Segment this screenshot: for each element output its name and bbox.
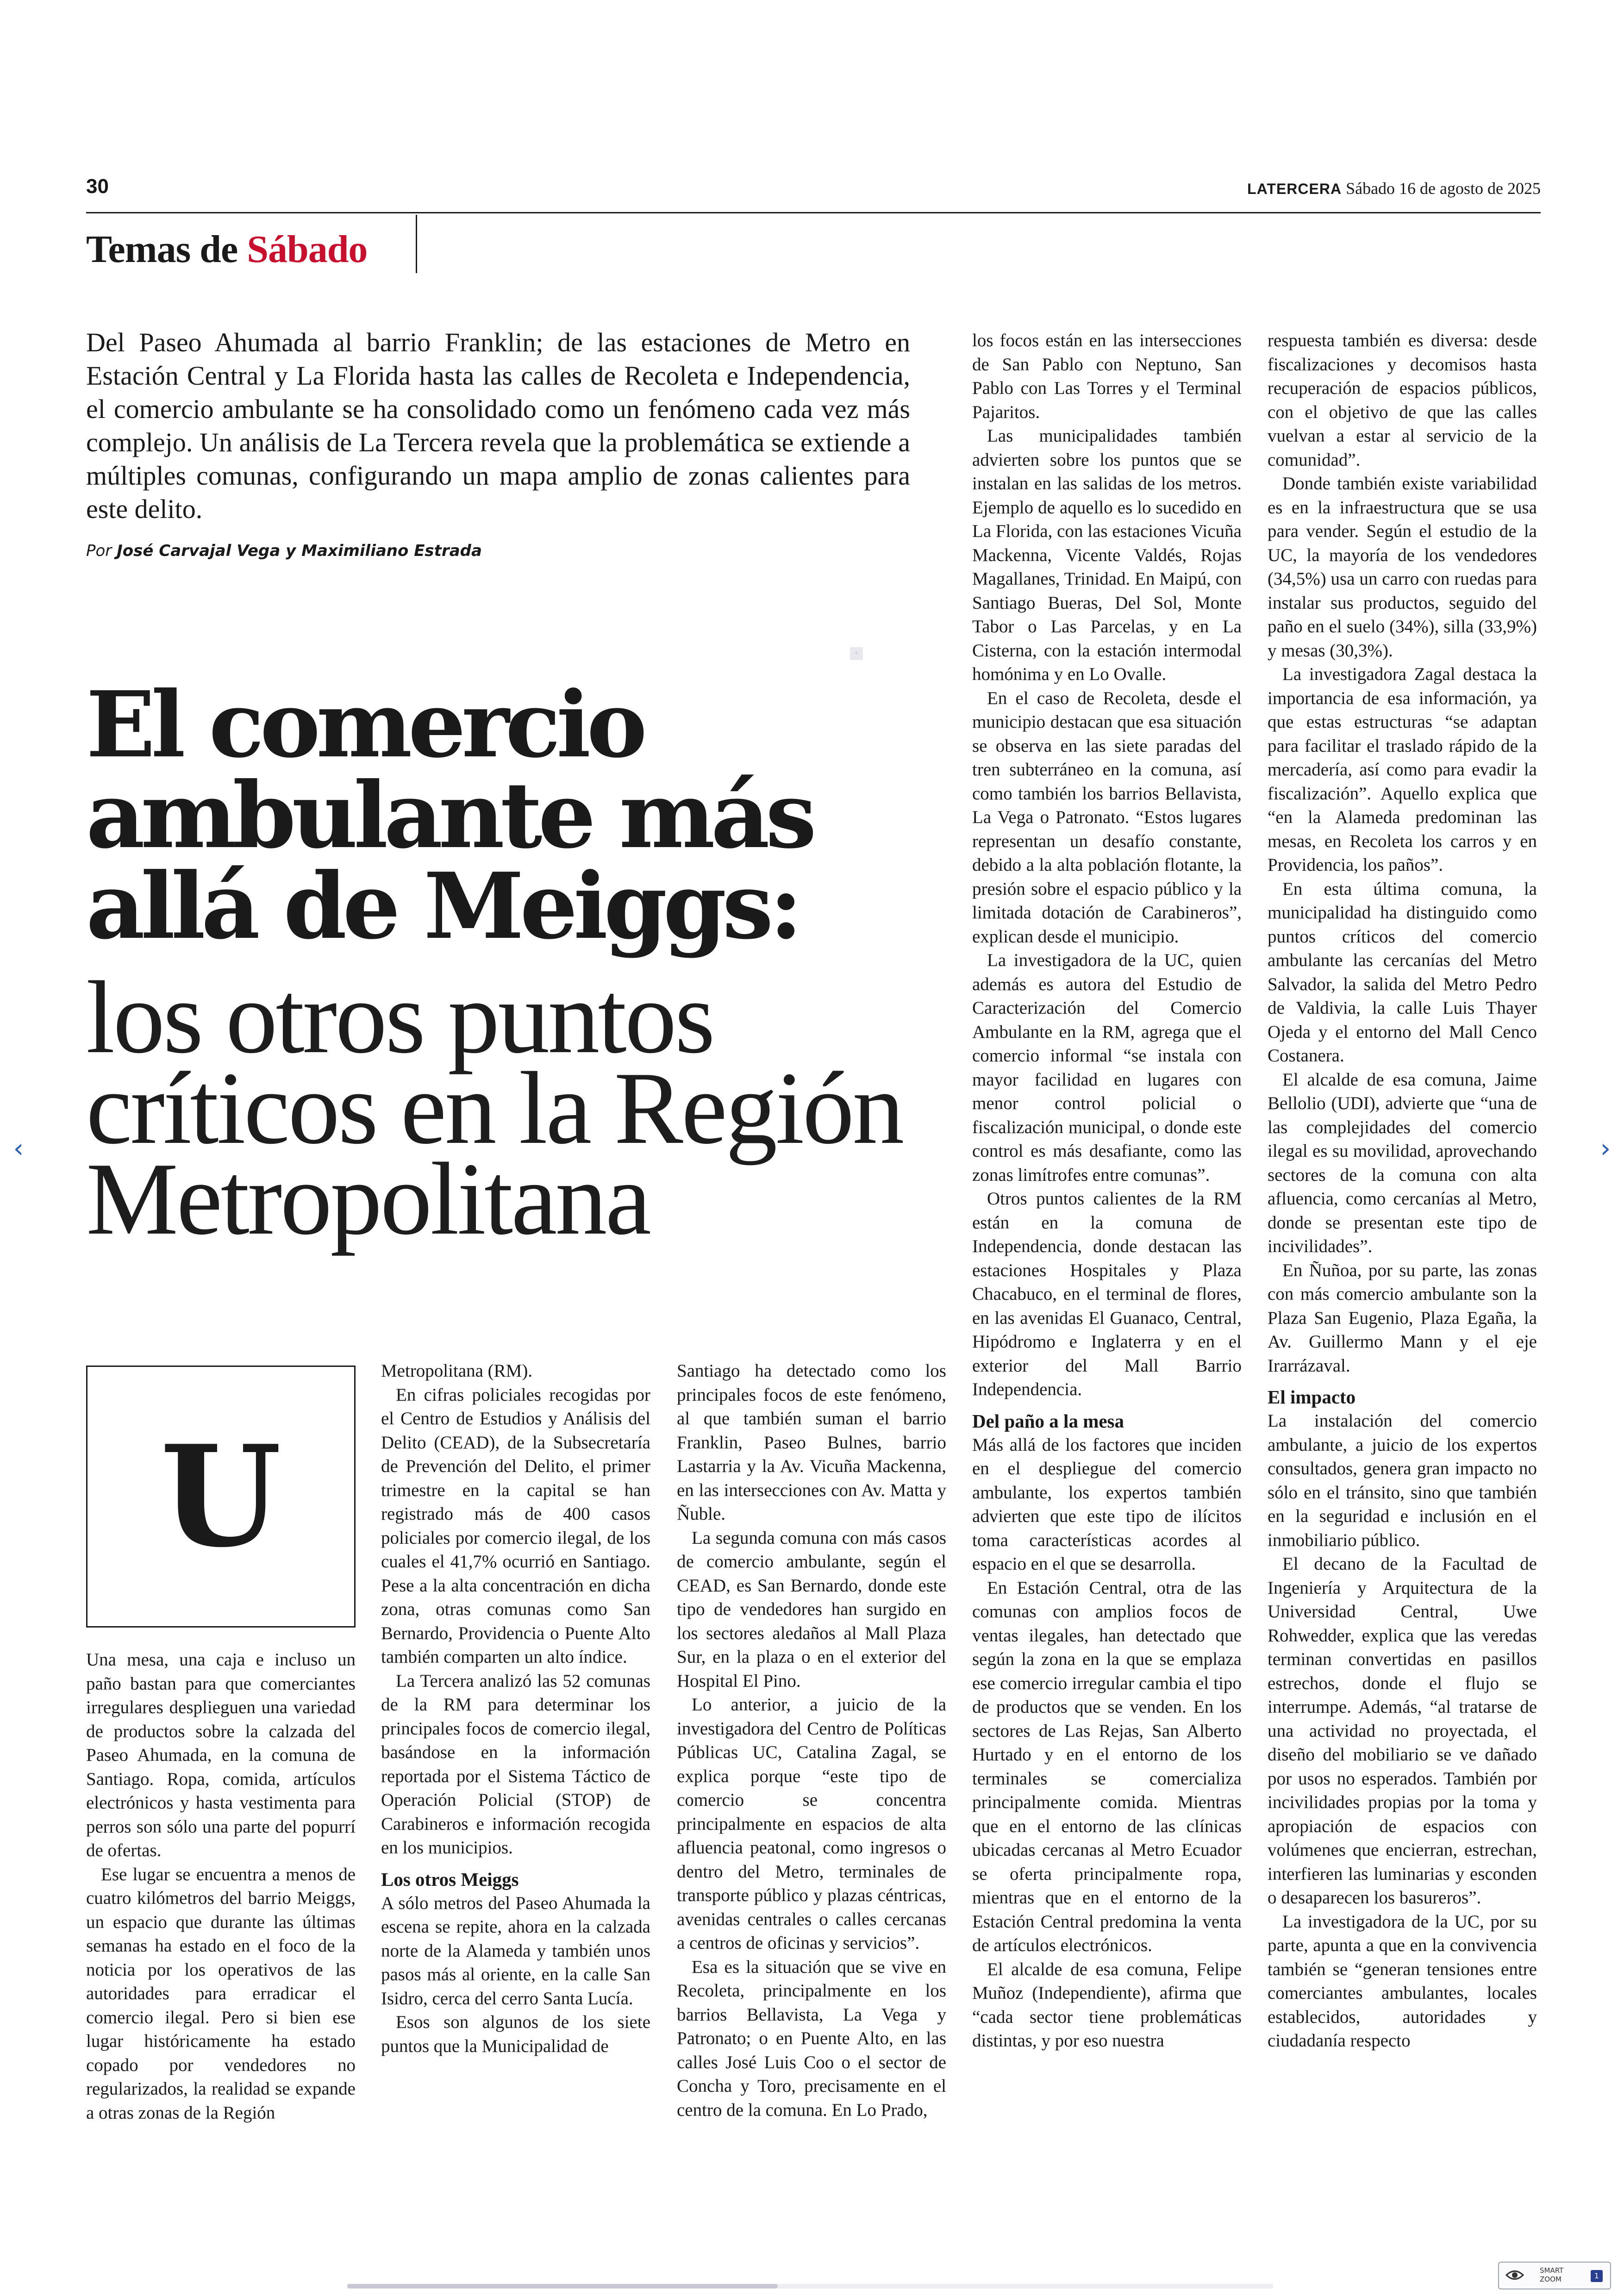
image-placeholder-icon: ◦ [850, 647, 863, 660]
subheading: Del paño a la mesa [972, 1410, 1124, 1432]
paragraph: Esos son algunos de los siete puntos que la Municipalidad de [381, 2012, 650, 2056]
section-accent: Sábado [247, 228, 368, 271]
header-divider [86, 212, 1541, 213]
paragraph: A sólo metros del Paseo Ahumada la escena se repite, ahora en la calzada norte de la Alameda y también unos pasos más al oriente, en la calle San Isidro, cerca del cerro Santa Lucía. [381, 1893, 650, 2008]
byline-prefix: Por [86, 542, 117, 560]
section-prefix: Temas de [86, 228, 247, 271]
masthead-date [1247, 179, 1541, 198]
dropcap-letter: U [160, 1415, 281, 1578]
eye-icon [1505, 2269, 1524, 2284]
column-3 [677, 1359, 946, 2122]
section-divider [416, 215, 417, 273]
scrollbar-thumb[interactable] [347, 2284, 778, 2289]
article-lead: Del Paseo Ahumada al barrio Franklin; de las estaciones de Metro en Estación Central y La Florida hasta las calles de Recoleta e Independencia, el comercio ambulante se ha consolidado como un fenómeno cada vez más complejo. Un análisis de La Tercera revela que la problemática se extiende a múltiples comunas, configurando un mapa amplio de zonas calientes para este delito. [86, 327, 910, 524]
paragraph: La investigadora Zagal destaca la importancia de esa información, ya que estas estructuras “se adaptan para facilitar el traslado rápido de la mercadería, así como para evadir la fiscalización”. Aquello explica que “en la Alameda predominan las mesas, en Recoleta los carros y en Providencia, los paños”. [1268, 664, 1537, 875]
paragraph: El decano de la Facultad de Ingeniería y Arquitectura de la Universidad Central, Uwe Rohwedder, explica que las veredas terminan convertidas en pasillos estrechos, donde el flujo se interrumpe. Además, “al tratarse de una actividad no proyectada, el diseño del mobiliario se ve dañado por usos no esperados. También por incivilidades propias por la toma y apropiación de espacios con volúmenes que encierran, estrechan, interfieren las luminarias y esconden o desaparecen los basureros”. [1268, 1554, 1537, 1908]
paragraph: Santiago ha detectado como los principales focos de este fenómeno, al que también suman el barrio Franklin, Paseo Bulnes, barrio Lastarria y la Av. Vicuña Mackenna, en las intersecciones con Av. Matta y Ñuble. [677, 1361, 946, 1524]
smart-zoom-label: SMART ZOOM [1540, 2266, 1564, 2283]
paragraph: La investigadora de la UC, por su parte, apunta a que en la convivencia también se “generan tensiones entre comerciantes ambulantes, locales establecidos, autoridades y ciudadanía respecto [1268, 1911, 1537, 2051]
previous-page-icon[interactable]: ‹ [13, 1134, 24, 1164]
subheading: Los otros Meiggs [381, 1868, 519, 1890]
paragraph: Lo anterior, a juicio de la investigadora del Centro de Políticas Públicas UC, Catalina Zagal, se explica porque “este tipo de comercio se concentra principalmente en espacios de alta afluencia peatonal, como ingresos o dentro del Metro, terminales de transporte público y plazas céntricas, avenidas centrales o calles cercanas a centros de oficinas y servicios”. [677, 1695, 946, 1953]
paragraph: Ese lugar se encuentra a menos de cuatro kilómetros del barrio Meiggs, un espacio que durante las últimas semanas ha estado en el foco de la noticia por los operativos de las autoridades para erradicar el comercio ilegal. Pero si bien ese lugar históricamente ha estado copado por vendedores no regularizados, la realidad se expande a otras zonas de la Región [86, 1864, 356, 2123]
paragraph: En Estación Central, otra de las comunas con amplios focos de ventas ilegales, han detectado que según la zona en la que se emplaza ese comercio irregular cambia el tipo de productos que se venden. En los sectores de Las Rejas, San Alberto Hurtado y en el entorno de los terminales se comercializa principalmente comida. Mientras que en el entorno de las clínicas ubicadas cercanas al Metro Ecuador se oferta principalmente ropa, mientras que en el entorno de la Estación Central predomina la venta de artículos electrónicos. [972, 1578, 1242, 1955]
paragraph: El alcalde de esa comuna, Jaime Bellolio (UDI), advierte que “una de las complejidades del comercio ilegal es su movilidad, aprovechando sectores de la comuna con alta afluencia, como cercanías al Metro, donde se presentan este tipo de incivilidades”. [1268, 1069, 1537, 1256]
headline-main: El comercio ambulante más allá de Meiggs: [86, 672, 813, 960]
paragraph: En cifras policiales recogidas por el Centro de Estudios y Análisis del Delito (CEAD), de la Subsecretaría de Prevención del Delito, el primer trimestre en la capital se han registrado más de 400 casos policiales por comercio ilegal, de los cuales el 41,7% ocurrió en Santiago. Pese a la alta concentración en dicha zona, otras comunas como San Bernardo, Providencia o Puente Alto también comparten un alto índice. [381, 1384, 650, 1667]
paragraph: La instalación del comercio ambulante, a juicio de los expertos consultados, genera gran impacto no sólo en el tránsito, sino que también en la seguridad e inclusión en el inmobiliario público. [1268, 1411, 1537, 1550]
paragraph: Más allá de los factores que inciden en el despliegue del comercio ambulante, los expertos también advierten que este tipo de ilícitos toma características acordes al espacio en el que se desarrolla. [972, 1434, 1242, 1574]
next-page-icon[interactable]: › [1600, 1134, 1611, 1164]
paragraph: En esta última comuna, la municipalidad ha distinguido como puntos críticos del comercio ambulante las cercanías del Metro Salvador, la salida del Metro Pedro de Valdivia, la calle Luis Thayer Ojeda y el entorno del Mall Cenco Costanera. [1268, 879, 1537, 1066]
byline [86, 542, 482, 560]
paragraph: En Ñuñoa, por su parte, las zonas con más comercio ambulante son la Plaza San Eugenio, Plaza Egaña, la Av. Guillermo Mann y el eje Irarrázaval. [1268, 1260, 1537, 1376]
paragraph: Metropolitana (RM). [381, 1361, 533, 1381]
paragraph: Las municipalidades también advierten sobre los puntos que se instalan en las salidas de los metros. Ejemplo de aquello es lo sucedido en La Florida, con las estaciones Vicuña Mackenna, Vicente Valdés, Rojas Magallanes, Trinidad. En Maipú, con Santiago Bueras, Del Sol, Monte Tabor o Las Parcelas, y en La Cisterna, con la estación intermodal homónima y en Lo Ovalle. [972, 426, 1242, 684]
dropcap-box [86, 1366, 356, 1628]
paragraph: Una mesa, una caja e incluso un paño bastan para que comerciantes irregulares desplieguen una variedad de productos sobre la calzada del Paseo Ahumada, en la comuna de Santiago. Ropa, comida, artículos electrónicos y hasta vestimenta para perros son sólo una parte del popurrí de ofertas. [86, 1650, 356, 1860]
brand-name: LATERCERA [1247, 181, 1342, 197]
issue-date: Sábado 16 de agosto de 2025 [1346, 179, 1541, 198]
paragraph: En el caso de Recoleta, desde el municipio destacan que esa situación se observa en las siete paradas del tren subterráneo en la comuna, así como también los barrios Bellavista, La Vega o Patronato. “Estos lugares representan un desafío constante, debido a la alta población flotante, la presión sobre el espacio público y la limitada dotación de Carabineros”, explican desde el municipio. [972, 688, 1242, 947]
column-5 [1268, 329, 1537, 2053]
paragraph: Otros puntos calientes de la RM están en la comuna de Independencia, donde destacan las estaciones Hospitales y Plaza Chacabuco, en el terminal de flores, en las avenidas El Guanaco, Central, Hipódromo e Inglaterra y en el exterior del Mall Barrio Independencia. [972, 1189, 1242, 1399]
zoom-level-badge: 1 [1591, 2270, 1603, 2282]
column-4 [972, 329, 1242, 2053]
page-number: 30 [86, 175, 109, 198]
paragraph: Donde también existe variabilidad es en la infraestructura que se usa para vender. Según el estudio de la UC, la mayoría de los vendedores (34,5%) usa un carro con ruedas para instalar sus productos, seguido del paño en el suelo (34%), silla (33,9%) y mesas (30,3%). [1268, 474, 1537, 661]
smart-zoom-button[interactable] [1498, 2262, 1611, 2289]
byline-authors: José Carvajal Vega y Maximiliano Estrada [117, 542, 482, 560]
paragraph: Esa es la situación que se vive en Recoleta, principalmente en los barrios Bellavista, La Vega y Patronato; o en Puente Alto, en las calles José Luis Coo o el sector de Concha y Toro, precisamente en el centro de la comuna. En Lo Prado, [677, 1957, 946, 2120]
paragraph: El alcalde de esa comuna, Felipe Muñoz (Independiente), afirma que “cada sector tiene problemáticas distintas, y por eso nuestra [972, 1959, 1242, 2051]
paragraph: La segunda comuna con más casos de comercio ambulante, según el CEAD, es San Bernardo, donde este tipo de vendedores han surgido en los sectores aledaños al Mall Plaza Sur, en la plaza o en el exterior del Hospital El Pino. [677, 1528, 946, 1691]
paragraph: respuesta también es diversa: desde fiscalizaciones y decomisos hasta recuperación de espacios públicos, con el objetivo de que las calles vuelvan a estar al servicio de la comunidad”. [1268, 331, 1537, 470]
paragraph: los focos están en las intersecciones de San Pablo con Neptuno, San Pablo con Las Torres y el Terminal Pajaritos. [972, 331, 1242, 422]
paragraph: La investigadora de la UC, quien además es autora del Estudio de Caracterización del Comercio Ambulante en la RM, agrega que el comercio informal “se instala con mayor facilidad en lugares con menor control policial o fiscalización municipal, o donde este control es más desafiante, como las zonas limítrofes entre comunas”. [972, 950, 1242, 1185]
headline-sub: los otros puntos críticos en la Región Metropolitana [86, 960, 903, 1256]
column-1 [86, 1648, 356, 2125]
column-2 [381, 1359, 650, 2058]
paragraph: La Tercera analizó las 52 comunas de la RM para determinar los principales focos de comercio ilegal, basándose en la información reportada por el Sistema Táctico de Operación Policial (STOP) de Carabineros e información recogida en los municipios. [381, 1671, 650, 1858]
section-title [86, 227, 367, 272]
subheading: El impacto [1268, 1386, 1356, 1408]
